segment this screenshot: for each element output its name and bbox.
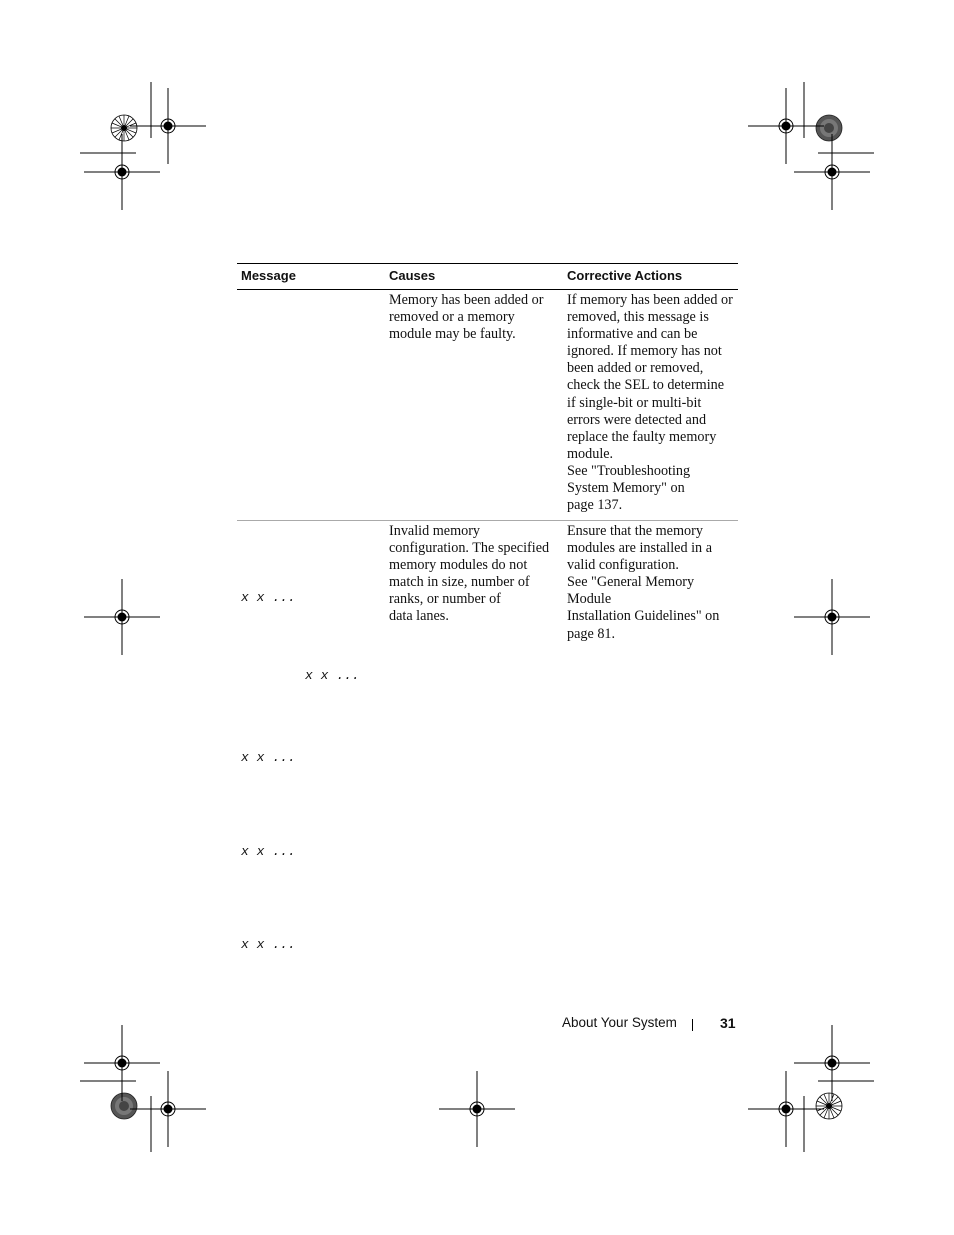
- header-corrective-actions: Corrective Actions: [567, 268, 683, 283]
- footer-divider: [692, 1019, 693, 1031]
- message-fragment: x x ...: [241, 937, 296, 952]
- message-fragment: x x ...: [241, 750, 296, 765]
- message-fragment: x x ...: [241, 844, 296, 859]
- actions-cell: If memory has been added or removed, this message is informative and can be ignored. If memory has not been added or removed, check the SEL to determine if single-bit or multi-bit errors were detected and replace the faulty memory module. See "Troubleshooting System Memory" on page 137.: [567, 292, 733, 514]
- table-row: [237, 521, 738, 653]
- actions-cell: Ensure that the memory modules are installed in a valid configuration. See "General Memory Module Installation Guidelines" on page 81.: [567, 523, 720, 642]
- message-fragment: x x ...: [241, 590, 296, 605]
- header-message: Message: [241, 268, 296, 283]
- header-causes: Causes: [389, 268, 436, 283]
- page-number: 31: [720, 1015, 736, 1031]
- error-message-table: [237, 263, 738, 653]
- footer-section-title: About Your System: [562, 1015, 677, 1030]
- table-row: [237, 290, 738, 521]
- causes-cell: Invalid memory configuration. The specified memory modules do not match in size, number of ranks, or number of data lanes.: [389, 523, 550, 625]
- message-fragment: x x ...: [305, 668, 360, 683]
- causes-cell: Memory has been added or removed or a memory module may be faulty.: [389, 292, 544, 343]
- table-header: [237, 263, 738, 290]
